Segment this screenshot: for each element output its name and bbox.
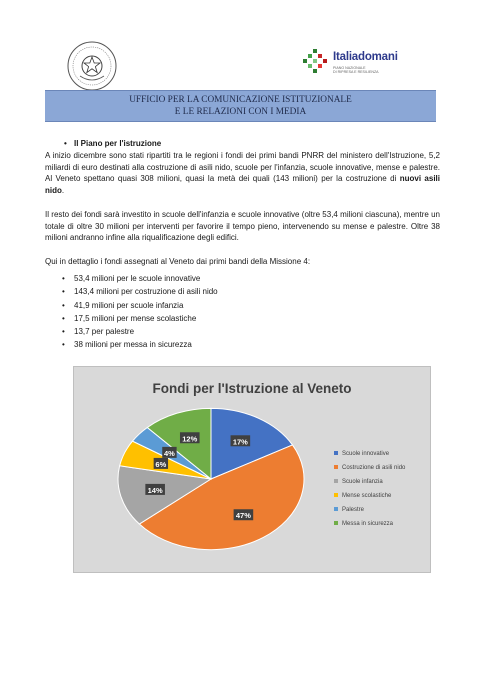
paragraph-1-text: A inizio dicembre sono stati ripartiti tra le regioni i fondi dei primi bandi PNRR del ministero dell'Istruzione, 5,2 miliardi di euro destinati alla costruzione di asili nido, scuole per l'infanzia, scuole innovative, mense e palestre. Al Veneto spettano quasi 308 milioni, quasi la metà dei quali (143 milioni) per la costruzione di (45, 151, 440, 183)
paragraph-1 (45, 150, 440, 196)
legend-item-4 (334, 507, 365, 513)
slice-label-text: 4% (164, 448, 175, 458)
legend-item-2 (334, 479, 383, 485)
list-item: • 38 milioni per messa in sicurezza (62, 338, 218, 351)
legend-label: Palestre (342, 507, 365, 513)
legend-item-5 (334, 521, 394, 527)
paragraph-2: Il resto dei fondi sarà investito in scuole dell'infanzia e scuole innovative (oltre 53,4 milioni ciascuna), mentre un totale di oltre 30 milioni per interventi per favorire il tempo pieno, intervenendo su mense e palestre. Oltre 38 milioni andranno infine alla riqualificazione degli edifici. (45, 210, 440, 242)
slice-label-text: 17% (232, 437, 248, 447)
legend-swatch (334, 493, 338, 497)
slice-label-text: 12% (182, 434, 198, 444)
legend-item-0 (334, 451, 390, 457)
pie-chart-svg (74, 367, 430, 572)
legend-swatch (334, 521, 338, 525)
legend-swatch (334, 465, 338, 469)
legend-label: Messa in sicurezza (342, 521, 394, 527)
slice-label-5 (180, 432, 200, 443)
logo-wordmark: Italiadomani (333, 51, 398, 63)
ministry-seal-icon (66, 40, 118, 92)
slice-label-0 (231, 435, 251, 446)
legend-label: Costruzione di asili nido (342, 465, 406, 471)
italiadomani-logo (303, 47, 423, 77)
legend-label: Scuole infanzia (342, 479, 383, 485)
paragraph-3: Qui in dettaglio i fondi assegnati al Veneto dai primi bandi della Missione 4: (45, 257, 311, 266)
paragraph-1-end: . (61, 185, 65, 195)
list-item: • 17,5 milioni per mense scolastiche (62, 312, 218, 325)
slice-label-text: 14% (147, 485, 163, 495)
chart-title: Fondi per l'Istruzione al Veneto (152, 381, 352, 396)
slice-label-text: 47% (235, 511, 251, 521)
slice-label-4 (162, 447, 176, 458)
office-banner (45, 90, 436, 122)
list-item: • 53,4 milioni per le scuole innovative (62, 272, 218, 285)
legend-label: Scuole innovative (342, 451, 390, 457)
legend-swatch (334, 507, 338, 511)
bullet-icon: • (64, 139, 67, 148)
legend-item-3 (334, 493, 392, 499)
section-title (64, 139, 162, 148)
pie-chart (73, 366, 431, 573)
legend-label: Mense scolastiche (342, 493, 392, 499)
banner-line-1: UFFICIO PER LA COMUNICAZIONE ISTITUZIONALE (129, 95, 352, 105)
section-title-text: Il Piano per l'istruzione (74, 139, 162, 148)
funding-list (62, 272, 218, 352)
slice-label-3 (154, 458, 168, 469)
legend-swatch (334, 451, 338, 455)
logo-cubes-icon (303, 49, 337, 75)
legend-swatch (334, 479, 338, 483)
slice-label-text: 6% (155, 459, 167, 469)
slice-label-1 (234, 509, 254, 520)
legend-item-1 (334, 465, 406, 471)
banner-line-2: E LE RELAZIONI CON I MEDIA (174, 107, 307, 117)
logo-subtitle: PIANO NAZIONALE DI RIPRESA E RESILIENZA (333, 66, 379, 74)
list-item: • 143,4 milioni per costruzione di asili nido (62, 285, 218, 298)
paragraph-1-bold: nuovi asili nido (45, 174, 440, 195)
list-item: • 41,9 milioni per scuole infanzia (62, 299, 218, 312)
list-item: • 13,7 per palestre (62, 325, 218, 338)
slice-label-2 (145, 484, 165, 495)
